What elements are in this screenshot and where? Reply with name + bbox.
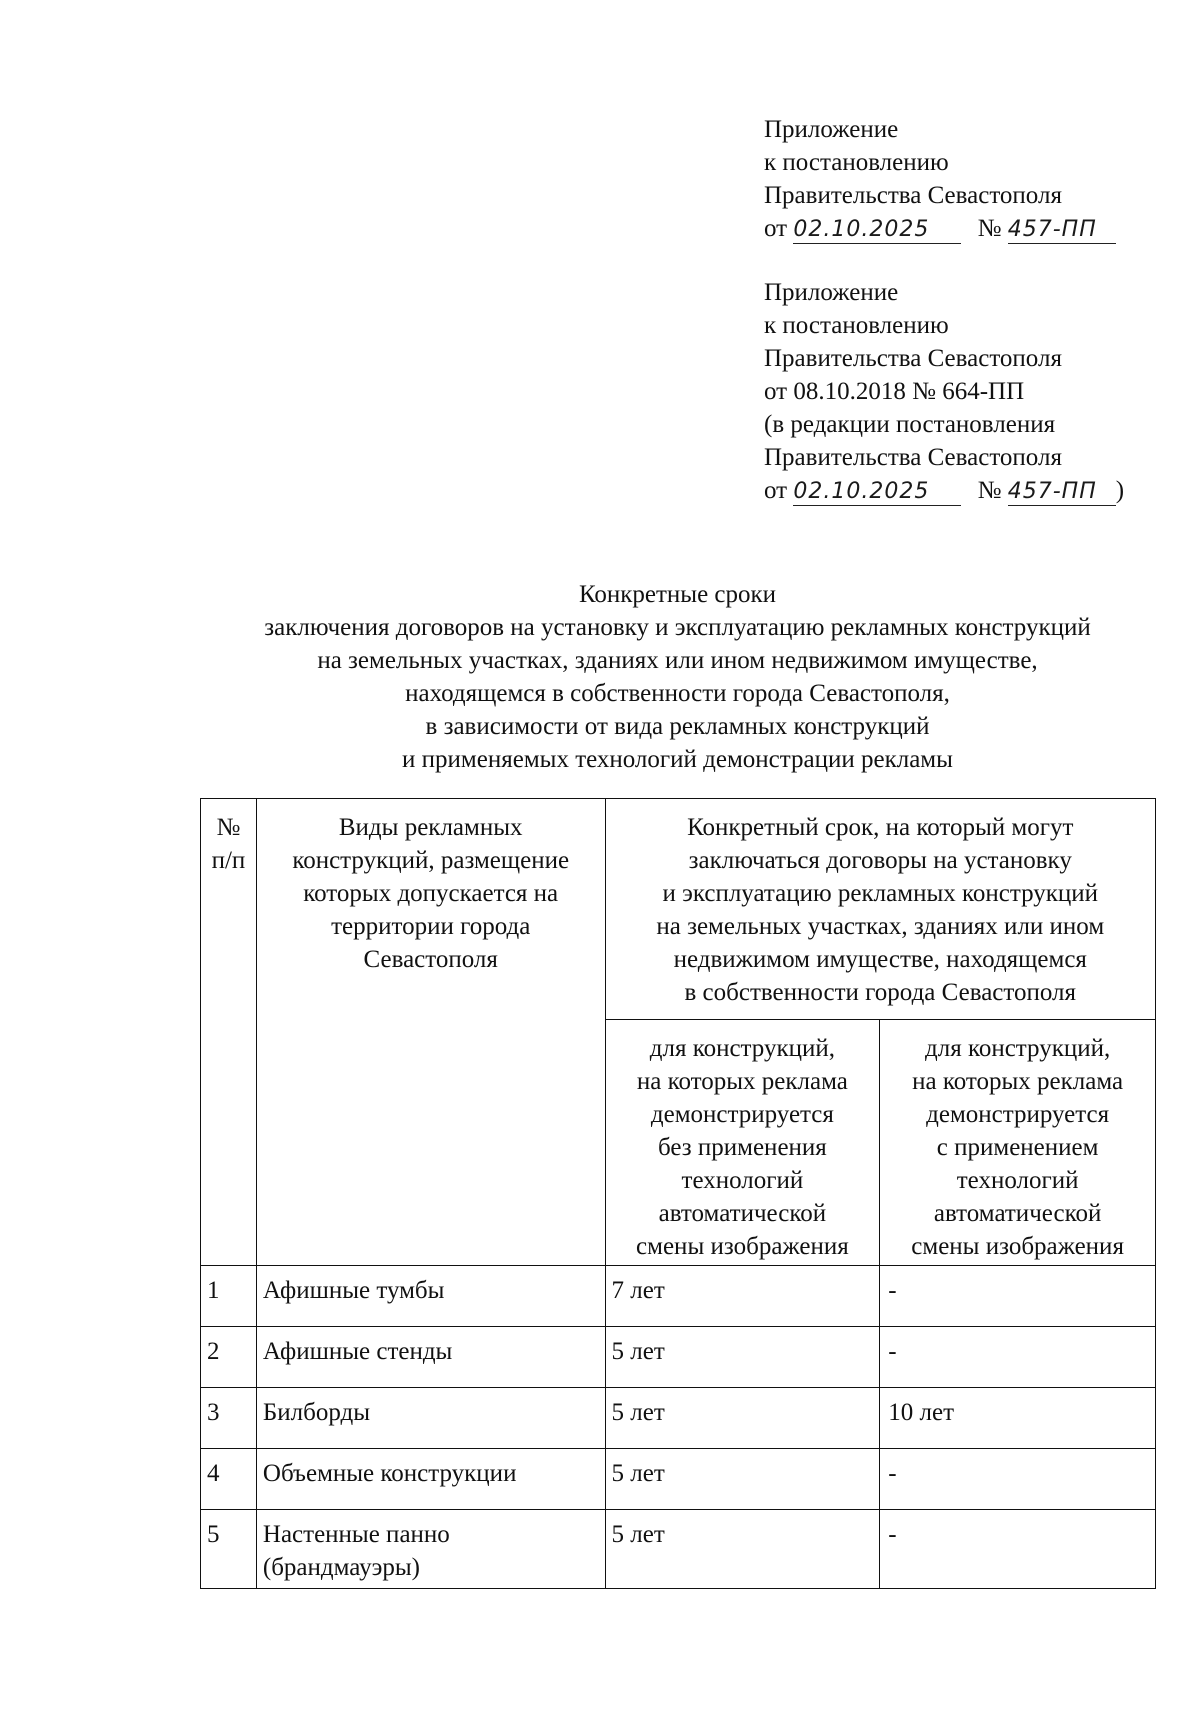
- header-without-auto-change: для конструкций, на которых реклама демонстрируется без применения технологий автоматической смены изображения: [605, 1020, 880, 1266]
- appendix-to-resolution: к постановлению: [764, 149, 949, 176]
- header-construction-type: Виды рекламных конструкций, размещение которых допускается на территории города Севастополя: [256, 799, 605, 1266]
- table-row: [201, 1388, 1156, 1449]
- appendix-original-header: [764, 276, 1164, 507]
- terms-table: [200, 798, 1156, 1589]
- title-line-4: находящемся в собственности города Севастополя,: [405, 680, 950, 707]
- handwritten-date: 02.10.2025: [793, 217, 961, 244]
- row-number: 2: [201, 1327, 257, 1388]
- row-term-with: -: [880, 1327, 1156, 1388]
- row-term-with: 10 лет: [880, 1388, 1156, 1449]
- row-type: Билборды: [256, 1388, 605, 1449]
- table-row: [201, 1510, 1156, 1589]
- date-prefix: от: [764, 477, 788, 504]
- document-title: [150, 578, 1200, 776]
- appendix-label: Приложение: [764, 279, 899, 306]
- row-type: Настенные панно (брандмауэры): [256, 1510, 605, 1589]
- row-term-without: 5 лет: [605, 1449, 880, 1510]
- header-contract-term: Конкретный срок, на который могут заключаться договоры на установку и эксплуатацию рекламных конструкций на земельных участках, зданиях или ином недвижимом имуществе, находящемся в собственности города Севастополя: [605, 799, 1155, 1020]
- title-line-5: в зависимости от вида рекламных конструкций: [425, 713, 930, 740]
- row-term-with: -: [880, 1449, 1156, 1510]
- appendix-edition-date-number-line: [764, 474, 1164, 507]
- row-type: Афишные стенды: [256, 1327, 605, 1388]
- row-term-without: 5 лет: [605, 1388, 880, 1449]
- row-number: 4: [201, 1449, 257, 1510]
- row-term-without: 7 лет: [605, 1266, 880, 1327]
- row-term-without: 5 лет: [605, 1510, 880, 1589]
- table-row: [201, 1327, 1156, 1388]
- header-number: № п/п: [201, 799, 257, 1266]
- table-row: [201, 1449, 1156, 1510]
- table-row: [201, 1266, 1156, 1327]
- row-number: 3: [201, 1388, 257, 1449]
- row-term-with: -: [880, 1266, 1156, 1327]
- appendix-to-resolution: к постановлению: [764, 312, 949, 339]
- title-line-2: заключения договоров на установку и эксплуатацию рекламных конструкций: [264, 614, 1091, 641]
- closing-paren: ): [1115, 477, 1125, 504]
- title-line-6: и применяемых технологий демонстрации рекламы: [402, 746, 953, 773]
- date-prefix: от: [764, 215, 788, 242]
- row-number: 5: [201, 1510, 257, 1589]
- title-line-3: на земельных участках, зданиях или ином недвижимом имуществе,: [317, 647, 1038, 674]
- appendix-date-number-line: [764, 212, 1164, 245]
- row-number: 1: [201, 1266, 257, 1327]
- header-with-auto-change: для конструкций, на которых реклама демонстрируется с применением технологий автоматической смены изображения: [880, 1020, 1156, 1266]
- handwritten-number: 457-ПП: [1008, 217, 1116, 244]
- title-line-1: Конкретные сроки: [578, 581, 777, 608]
- row-type: Афишные тумбы: [256, 1266, 605, 1327]
- row-term-without: 5 лет: [605, 1327, 880, 1388]
- appendix-original-date: от 08.10.2018 № 664-ПП: [764, 378, 1025, 405]
- number-prefix: №: [977, 215, 1002, 242]
- appendix-government: Правительства Севастополя: [764, 182, 1062, 209]
- table-header-row: [201, 799, 1156, 1020]
- appendix-current-header: [764, 113, 1164, 245]
- handwritten-date: 02.10.2025: [793, 479, 961, 506]
- appendix-edition-note: (в редакции постановления: [764, 411, 1056, 438]
- row-term-with: -: [880, 1510, 1156, 1589]
- number-prefix: №: [977, 477, 1002, 504]
- handwritten-number: 457-ПП: [1008, 479, 1116, 506]
- row-type: Объемные конструкции: [256, 1449, 605, 1510]
- appendix-government: Правительства Севастополя: [764, 345, 1062, 372]
- appendix-edition-government: Правительства Севастополя: [764, 444, 1062, 471]
- appendix-label: Приложение: [764, 116, 899, 143]
